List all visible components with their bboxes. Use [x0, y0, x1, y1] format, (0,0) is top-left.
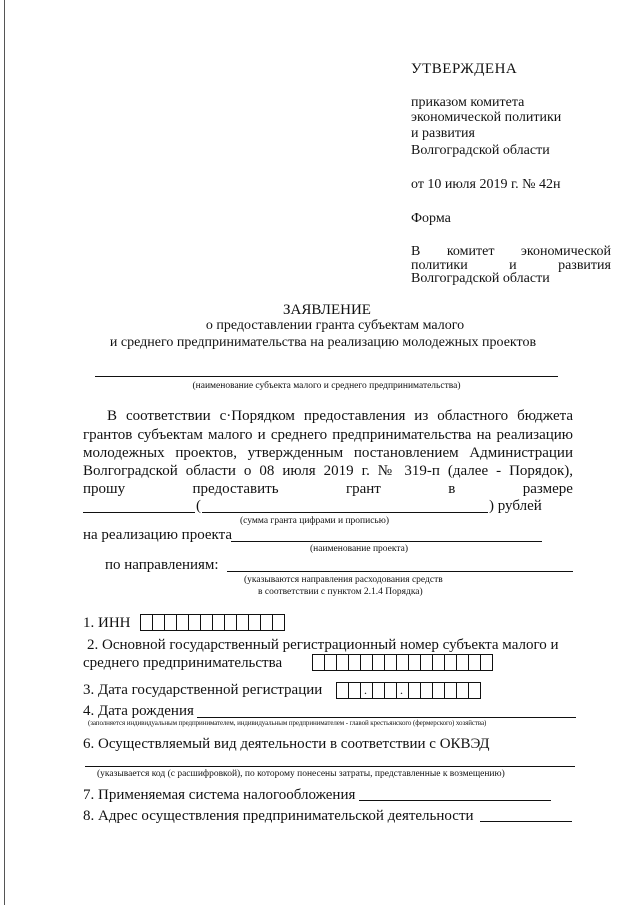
- tax-system-line[interactable]: [359, 800, 551, 801]
- ogrn-label: среднего предпринимательства: [83, 655, 283, 671]
- body-line: Волгоградской области о 08 июля 2019 г. № 319-п (далее - Порядок),: [83, 463, 573, 479]
- directions-label: по направлениям:: [105, 557, 219, 573]
- open-paren: (: [196, 498, 201, 514]
- project-label: на реализацию проекта: [83, 527, 233, 543]
- address-line[interactable]: [480, 821, 572, 822]
- approval-line: Волгоградской области: [411, 143, 550, 158]
- body-line: грантов субъектам малого и среднего предпринимательства на реализацию: [83, 427, 573, 443]
- addressee-word: политики: [411, 258, 468, 273]
- directions-caption: в соответствии с пунктом 2.1.4 Порядка): [258, 587, 423, 597]
- approval-date: от 10 июля 2019 г. № 42н: [411, 177, 561, 192]
- approval-line: экономической политики: [411, 110, 562, 125]
- tax-system-label: 7. Применяемая система налогообложения: [83, 787, 356, 803]
- date-separator: .: [400, 683, 403, 697]
- ogrn-label: 2. Основной государственный регистрационный номер субъекта малого и: [87, 637, 559, 653]
- project-name-line[interactable]: [231, 541, 542, 542]
- grant-amount-words-line[interactable]: [202, 512, 488, 513]
- birth-date-label: 4. Дата рождения: [83, 703, 194, 719]
- body-word: предоставить: [192, 481, 279, 497]
- rubles-label: ) рублей: [489, 498, 542, 514]
- addressee-word: и: [509, 258, 517, 273]
- sum-caption: (сумма гранта цифрами и прописью): [240, 516, 390, 526]
- address-label: 8. Адрес осуществления предпринимательской деятельности: [83, 808, 474, 824]
- grant-amount-number-line[interactable]: [83, 512, 195, 513]
- directions-line[interactable]: [227, 571, 573, 572]
- approval-line: и развития: [411, 126, 475, 141]
- ogrn-input-boxes[interactable]: [312, 654, 493, 671]
- directions-caption: (указываются направления расходования средств: [244, 575, 443, 585]
- project-caption: (наименование проекта): [310, 544, 409, 554]
- entity-name-line[interactable]: [95, 376, 558, 377]
- document-subtitle: и среднего предпринимательства на реализацию молодежных проектов: [109, 335, 537, 350]
- addressee-line: Волгоградской области: [411, 271, 550, 286]
- approval-title: УТВЕРЖДЕНА: [411, 61, 518, 77]
- birth-date-line[interactable]: [197, 717, 576, 718]
- date-separator: .: [364, 683, 367, 697]
- scan-edge: [4, 0, 5, 905]
- body-word: грант: [345, 481, 381, 497]
- inn-label: 1. ИНН: [83, 615, 131, 631]
- entity-caption: (наименование субъекта малого и среднего предпринимательства): [192, 381, 461, 391]
- document-title: ЗАЯВЛЕНИЕ: [283, 302, 371, 318]
- okved-label: 6. Осуществляемый вид деятельности в соответствии с ОКВЭД: [83, 736, 490, 752]
- body-line: [83, 481, 573, 498]
- approval-line: приказом комитета: [411, 95, 525, 110]
- reg-date-label: 3. Дата государственной регистрации: [83, 682, 323, 698]
- inn-input-boxes[interactable]: [140, 614, 285, 631]
- addressee-word: комитет: [446, 244, 495, 259]
- addressee-word: развития: [558, 258, 611, 273]
- body-line: молодежных проектов, утвержденным постановлением Администрации: [83, 445, 573, 461]
- reg-date-input-boxes[interactable]: [336, 682, 481, 699]
- body-word: в: [448, 481, 456, 497]
- form-label: Форма: [411, 211, 451, 226]
- birth-caption: (заполняется индивидуальным предпринимателем, индивидуальным предпринимателем - главой крестьянского (фермерского) хозяйства): [88, 719, 487, 727]
- body-word: прошу: [83, 481, 126, 497]
- addressee-word: В: [411, 244, 421, 259]
- document-subtitle: о предоставлении гранта субъектам малого: [205, 318, 465, 333]
- addressee-word: экономической: [520, 244, 611, 259]
- body-line: В соответствии с·Порядком предоставления из областного бюджета: [107, 408, 573, 424]
- body-word: размере: [522, 481, 573, 497]
- okved-line[interactable]: [85, 766, 575, 767]
- okved-caption: (указывается код (с расшифровкой), по которому понесены затраты, представленные к возмещению): [97, 769, 505, 779]
